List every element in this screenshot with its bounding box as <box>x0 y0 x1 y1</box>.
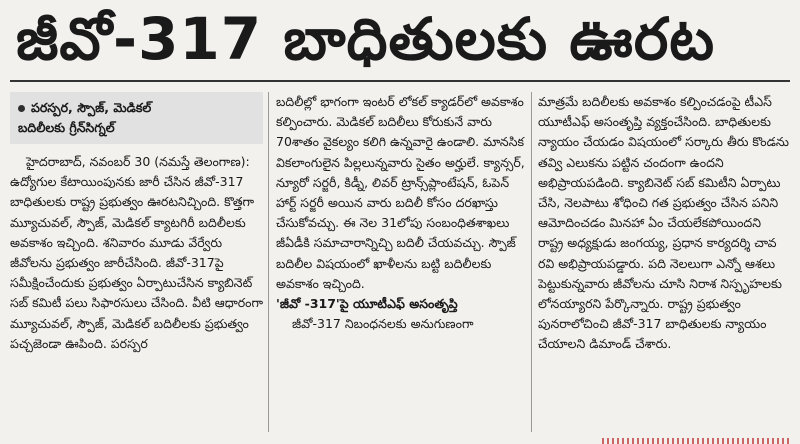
subheading: 'జీవో -317'పై యూటీఎఫ్ అసంతృప్తి <box>276 296 458 312</box>
body-paragraph: హైదరాబాద్, నవంబర్ 30 (నమస్తే తెలంగాణ): ఉద్యోగుల కేటాయింపునకు జారీ చేసిన జీవో-317 బాధితులకు రాష్ట్ర ప్రభుత్వం ఊరటనిచ్చింది. కొత్తగా మ్యూచువల్, స్పౌజ్, మెడికల్ క్యాటగిరీ బదిలీలకు అవకాశం ఇచ్చింది. శనివారం మూడు వేర్వేరు జీవోలను ప్రభుత్వం జారీచేసింది. జీవో-317పై సమీక్షించేందుకు ప్రభుత్వం ఏర్పాటుచేసిన క్యాబినెట్ సబ్ కమిటీ పలు సిఫారసులు చేసింది. వీటి ఆధారంగా మ్యూచువల్, స్పౌజ్, మెడికల్ బదిలీలకు ప్రభుత్వం పచ్చజెండా ఊపింది. పరస్పర <box>10 154 263 351</box>
headline: జీవో-317 బాధితులకు ఊరట <box>16 6 715 73</box>
body-paragraph: బదిలీల్లో భాగంగా ఇంటర్ లోకల్ క్యాడర్‌లో అవకాశం కల్పించారు. మెడికల్ బదిలీలు కోరుకునే వారు 70శాతం వైకల్యం కలిగి ఉన్నవారై ఉండాలి. మానసిక వికలాంగులైన పిల్లలున్నవారు సైతం అర్హులే. క్యాన్సర్, న్యూరో సర్జరీ, కిడ్నీ, లివర్ ట్రాన్స్‌ప్లాంటేషన్, ఓపెన్ హార్ట్ సర్జరీ అయిన వారు బదిలీ కోసం దరఖాస్తు చేసుకోవచ్చు. ఈ నెల 31లోపు సంబంధితశాఖలు జీఏడీకి సమాచారాన్నిచ్చి బదిలీ చేయవచ్చు. స్పౌజ్ బదిలీల విషయంలో ఖాళీలను బట్టి బదిలీలకు అవకాశం ఇచ్చింది. <box>276 94 525 291</box>
kicker-box <box>10 92 263 144</box>
body-paragraph: మాత్రమే బదిలీలకు అవకాశం కల్పించడంపై టీఎస్ యూటీఎఫ్ అసంతృప్తి వ్యక్తంచేసింది. బాధితులకు న్యాయం చేయడం విషయంలో సర్కారు తీరు కొండను తవ్వి ఎలుకను పట్టిన చందంగా ఉందని అభిప్రాయపడింది. క్యాబినెట్ సబ్ కమిటీని ఏర్పాటు చేసి, నెలపాటు శోధించి గత ప్రభుత్వం చేసిన పనిని ఆమోదించడం మినహా ఏం చేయలేకపోయిందని రాష్ట్ర అధ్యక్షుడు జంగయ్య, ప్రధాన కార్యదర్శి చావ రవి అభిప్రాయపడ్డారు. పది నెలలుగా ఎన్నో ఆశలు పెట్టుకున్నవారు జీవోలను చూసి నిరాశ నిస్పృహలకు లోనయ్యారని పేర్కొన్నారు. రాష్ట్ర ప్రభుత్వం పునరాలోచించి జీవో-317 బాధితులకు న్యాయం చేయాలని డిమాండ్ చేశారు. <box>538 94 789 352</box>
kicker-line-2: బదిలీలకు గ్రీన్‌సిగ్నల్ <box>18 120 115 135</box>
kicker-text-1: పరస్పర, స్పౌజ్, మెడికల్ <box>31 100 152 115</box>
column-divider <box>268 92 269 432</box>
column-divider <box>531 92 532 432</box>
bullet-icon <box>18 105 25 112</box>
column-1 <box>10 92 263 442</box>
column-3 <box>538 92 790 442</box>
headline-rule <box>10 80 790 82</box>
edge-marks <box>602 438 792 444</box>
kicker-line-1 <box>18 98 255 118</box>
column-2 <box>276 92 526 442</box>
body-paragraph: జీవో-317 నిబంధనలకు అనుగుణంగా <box>292 316 474 332</box>
